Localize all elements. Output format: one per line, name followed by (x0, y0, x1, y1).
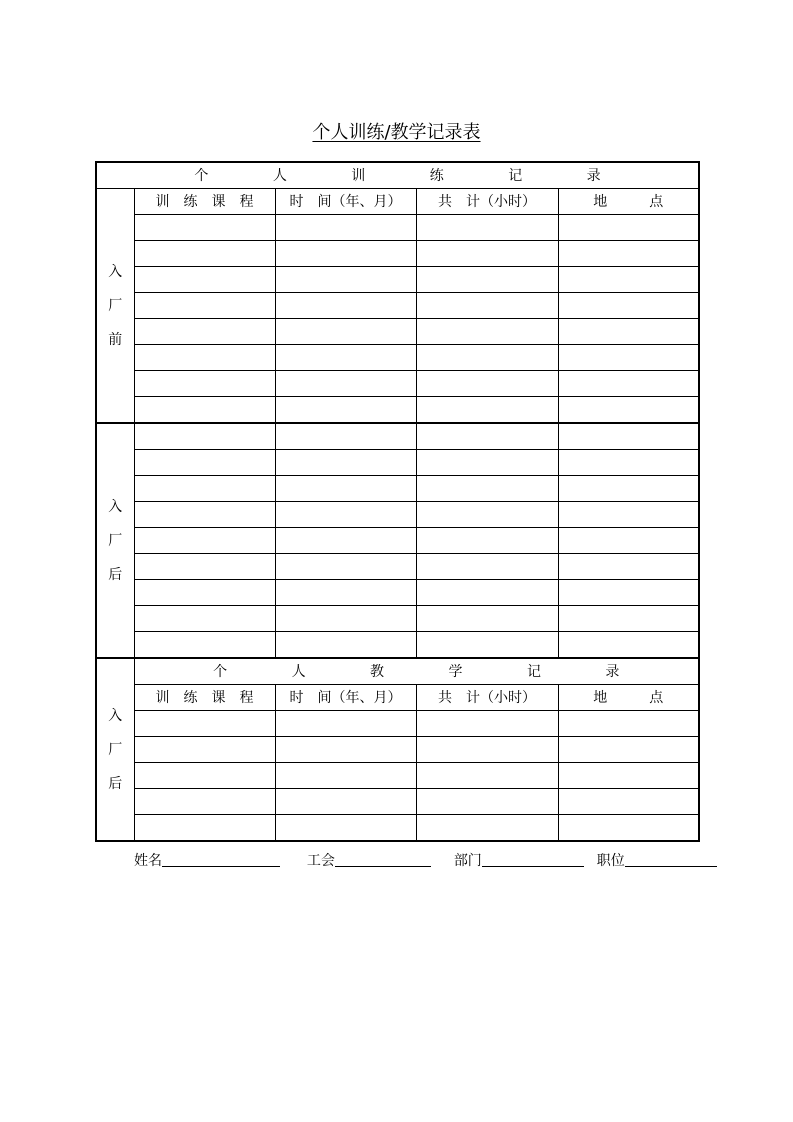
entry-cell[interactable] (558, 737, 699, 763)
before-entry-label-char: 前 (108, 331, 123, 348)
entry-cell[interactable] (275, 319, 416, 345)
entry-cell[interactable] (416, 293, 558, 319)
column-header: 地 点 (558, 685, 699, 711)
entry-cell[interactable] (134, 397, 275, 424)
entry-cell[interactable] (134, 528, 275, 554)
entry-cell[interactable] (134, 423, 275, 450)
union-field[interactable] (335, 852, 431, 867)
entry-cell[interactable] (558, 293, 699, 319)
entry-cell[interactable] (558, 423, 699, 450)
entry-cell[interactable] (275, 423, 416, 450)
entry-cell[interactable] (134, 215, 275, 241)
entry-cell[interactable] (558, 319, 699, 345)
table-row (96, 580, 699, 606)
table-row (96, 528, 699, 554)
entry-cell[interactable] (416, 423, 558, 450)
entry-cell[interactable] (134, 711, 275, 737)
teaching-after-entry-label (96, 658, 134, 841)
teaching-heading-row (96, 658, 699, 685)
entry-cell[interactable] (134, 502, 275, 528)
teaching-after-entry-label-char: 入 (108, 707, 123, 724)
entry-cell[interactable] (558, 815, 699, 842)
column-header: 时 间（年、月） (275, 685, 416, 711)
entry-cell[interactable] (275, 632, 416, 659)
entry-cell[interactable] (275, 241, 416, 267)
entry-cell[interactable] (275, 450, 416, 476)
after-entry-label (96, 423, 134, 658)
column-header: 共 计（小时） (416, 685, 558, 711)
column-header: 地 点 (558, 189, 699, 215)
table-row (96, 815, 699, 842)
entry-cell[interactable] (558, 763, 699, 789)
entry-cell[interactable] (134, 632, 275, 659)
after-entry-label-char: 后 (108, 566, 123, 583)
table-row (96, 554, 699, 580)
teaching-section-heading: 个 人 教 学 记 录 (134, 658, 699, 685)
entry-cell[interactable] (275, 580, 416, 606)
table-row (96, 450, 699, 476)
table-row (96, 789, 699, 815)
record-table (95, 161, 700, 842)
position-field[interactable] (625, 852, 717, 867)
column-header: 时 间（年、月） (275, 189, 416, 215)
teaching-after-entry-label-char: 厂 (108, 741, 123, 758)
entry-cell[interactable] (134, 345, 275, 371)
entry-cell[interactable] (134, 737, 275, 763)
table-row (96, 371, 699, 397)
entry-cell[interactable] (134, 267, 275, 293)
position-label: 职位 (596, 853, 625, 869)
entry-cell[interactable] (558, 554, 699, 580)
table-row (96, 293, 699, 319)
training-heading-row (96, 162, 699, 189)
column-header: 共 计（小时） (416, 189, 558, 215)
entry-cell[interactable] (134, 450, 275, 476)
entry-cell[interactable] (416, 606, 558, 632)
entry-cell[interactable] (416, 789, 558, 815)
name-field[interactable] (162, 852, 280, 867)
entry-cell[interactable] (134, 241, 275, 267)
entry-cell[interactable] (275, 763, 416, 789)
table-row (96, 476, 699, 502)
entry-cell[interactable] (416, 528, 558, 554)
entry-cell[interactable] (416, 450, 558, 476)
entry-cell[interactable] (275, 528, 416, 554)
column-header: 训 练 课 程 (134, 685, 275, 711)
entry-cell[interactable] (416, 554, 558, 580)
entry-cell[interactable] (416, 371, 558, 397)
table-row (96, 737, 699, 763)
entry-cell[interactable] (134, 293, 275, 319)
training-section-heading: 个 人 训 练 记 录 (96, 162, 699, 189)
entry-cell[interactable] (134, 789, 275, 815)
entry-cell[interactable] (134, 606, 275, 632)
department-field[interactable] (482, 852, 584, 867)
entry-cell[interactable] (275, 554, 416, 580)
entry-cell[interactable] (416, 502, 558, 528)
table-row (96, 267, 699, 293)
entry-cell[interactable] (416, 267, 558, 293)
entry-cell[interactable] (134, 319, 275, 345)
training-column-header-row (96, 189, 699, 215)
entry-cell[interactable] (134, 476, 275, 502)
entry-cell[interactable] (134, 815, 275, 842)
name-label: 姓名 (134, 853, 162, 869)
entry-cell[interactable] (558, 789, 699, 815)
table-row (96, 241, 699, 267)
entry-cell[interactable] (275, 371, 416, 397)
table-row (96, 397, 699, 424)
entry-cell[interactable] (275, 345, 416, 371)
entry-cell[interactable] (416, 737, 558, 763)
entry-cell[interactable] (558, 371, 699, 397)
table-row (96, 763, 699, 789)
before-entry-label-char: 入 (108, 263, 123, 280)
table-row (96, 215, 699, 241)
entry-cell[interactable] (416, 580, 558, 606)
before-entry-label (96, 189, 134, 424)
entry-cell[interactable] (416, 632, 558, 659)
teaching-after-entry-label-char: 后 (108, 775, 123, 792)
entry-cell[interactable] (275, 606, 416, 632)
entry-cell[interactable] (558, 711, 699, 737)
entry-cell[interactable] (558, 476, 699, 502)
teaching-column-header-row (96, 685, 699, 711)
after-entry-label-char: 入 (108, 498, 123, 515)
entry-cell[interactable] (416, 215, 558, 241)
entry-cell[interactable] (275, 711, 416, 737)
table-row (96, 423, 699, 450)
entry-cell[interactable] (275, 215, 416, 241)
entry-cell[interactable] (558, 345, 699, 371)
entry-cell[interactable] (558, 397, 699, 424)
entry-cell[interactable] (275, 397, 416, 424)
table-row (96, 345, 699, 371)
table-row (96, 606, 699, 632)
entry-cell[interactable] (275, 293, 416, 319)
form-title: 个人训练/教学记录表 (312, 122, 481, 143)
table-row (96, 711, 699, 737)
entry-cell[interactable] (416, 241, 558, 267)
entry-cell[interactable] (558, 606, 699, 632)
entry-cell[interactable] (134, 371, 275, 397)
entry-cell[interactable] (275, 476, 416, 502)
entry-cell[interactable] (416, 763, 558, 789)
entry-cell[interactable] (134, 554, 275, 580)
department-label: 部门 (453, 853, 482, 869)
entry-cell[interactable] (134, 763, 275, 789)
entry-cell[interactable] (558, 502, 699, 528)
before-entry-label-char: 厂 (108, 297, 123, 314)
entry-cell[interactable] (558, 215, 699, 241)
entry-cell[interactable] (416, 815, 558, 842)
union-label: 工会 (306, 853, 335, 869)
signature-footer (134, 852, 717, 870)
entry-cell[interactable] (558, 450, 699, 476)
entry-cell[interactable] (558, 580, 699, 606)
entry-cell[interactable] (275, 267, 416, 293)
table-row (96, 319, 699, 345)
entry-cell[interactable] (416, 711, 558, 737)
entry-cell[interactable] (275, 502, 416, 528)
entry-cell[interactable] (416, 345, 558, 371)
entry-cell[interactable] (558, 267, 699, 293)
table-row (96, 502, 699, 528)
entry-cell[interactable] (416, 397, 558, 424)
column-header: 训 练 课 程 (134, 189, 275, 215)
entry-cell[interactable] (134, 580, 275, 606)
entry-cell[interactable] (558, 241, 699, 267)
entry-cell[interactable] (275, 737, 416, 763)
entry-cell[interactable] (275, 815, 416, 842)
entry-cell[interactable] (416, 476, 558, 502)
entry-cell[interactable] (416, 319, 558, 345)
table-row (96, 632, 699, 659)
entry-cell[interactable] (275, 789, 416, 815)
entry-cell[interactable] (558, 528, 699, 554)
entry-cell[interactable] (558, 632, 699, 659)
after-entry-label-char: 厂 (108, 532, 123, 549)
